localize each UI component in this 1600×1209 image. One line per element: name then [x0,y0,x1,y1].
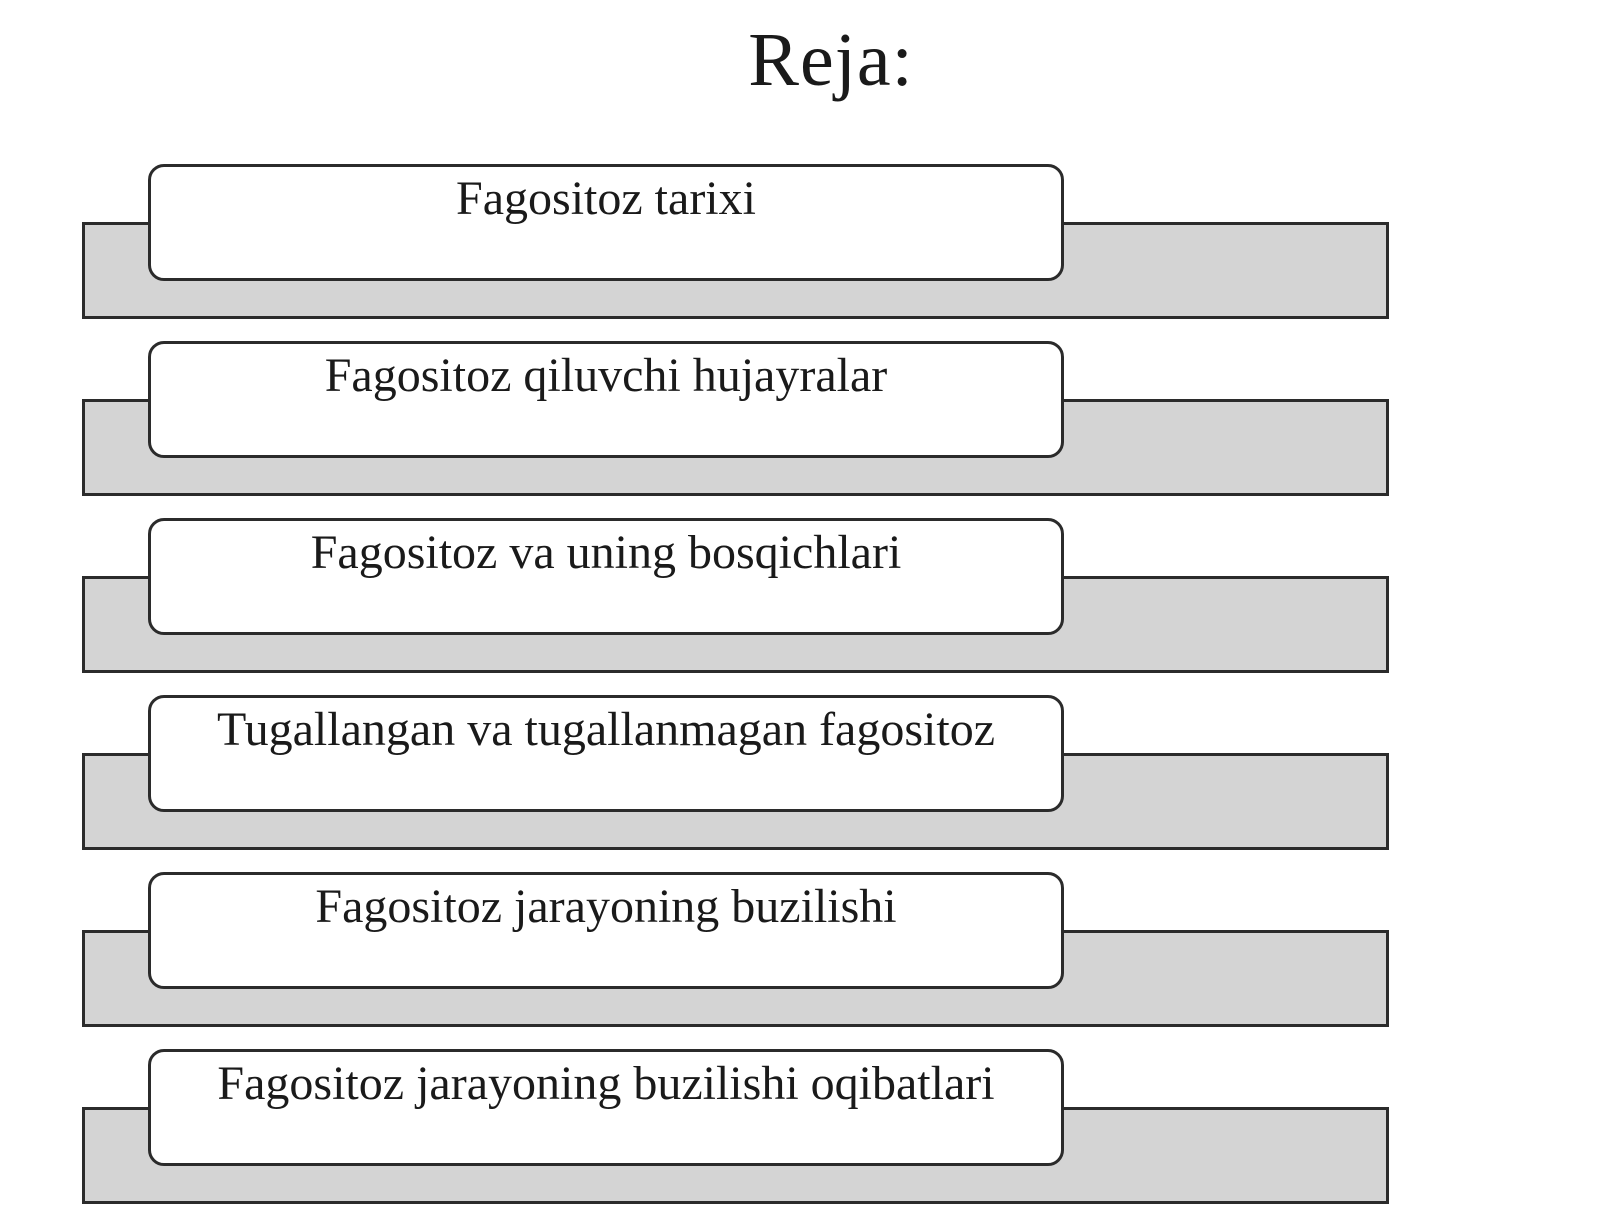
plan-item-box [148,695,1064,812]
page-title: Reja: [748,18,914,102]
plan-item [0,1049,1600,1209]
plan-item [0,341,1600,501]
plan-item-box [148,872,1064,989]
plan-item-label: Fagositoz tarixi [456,172,756,225]
plan-item-box [148,164,1064,281]
plan-item-label: Tugallangan va tugallanmagan fagositoz [216,703,996,756]
plan-item [0,695,1600,855]
plan-item-box [148,518,1064,635]
plan-item-label: Fagositoz va uning bosqichlari [310,526,902,579]
plan-item [0,872,1600,1032]
plan-item [0,518,1600,678]
plan-item [0,164,1600,324]
plan-item-box [148,1049,1064,1166]
plan-item-label: Fagositoz jarayoning buzilishi [315,880,897,933]
plan-item-box [148,341,1064,458]
plan-item-label: Fagositoz jarayoning buzilishi oqibatlari [217,1057,995,1110]
plan-item-label: Fagositoz qiluvchi hujayralar [324,349,888,402]
